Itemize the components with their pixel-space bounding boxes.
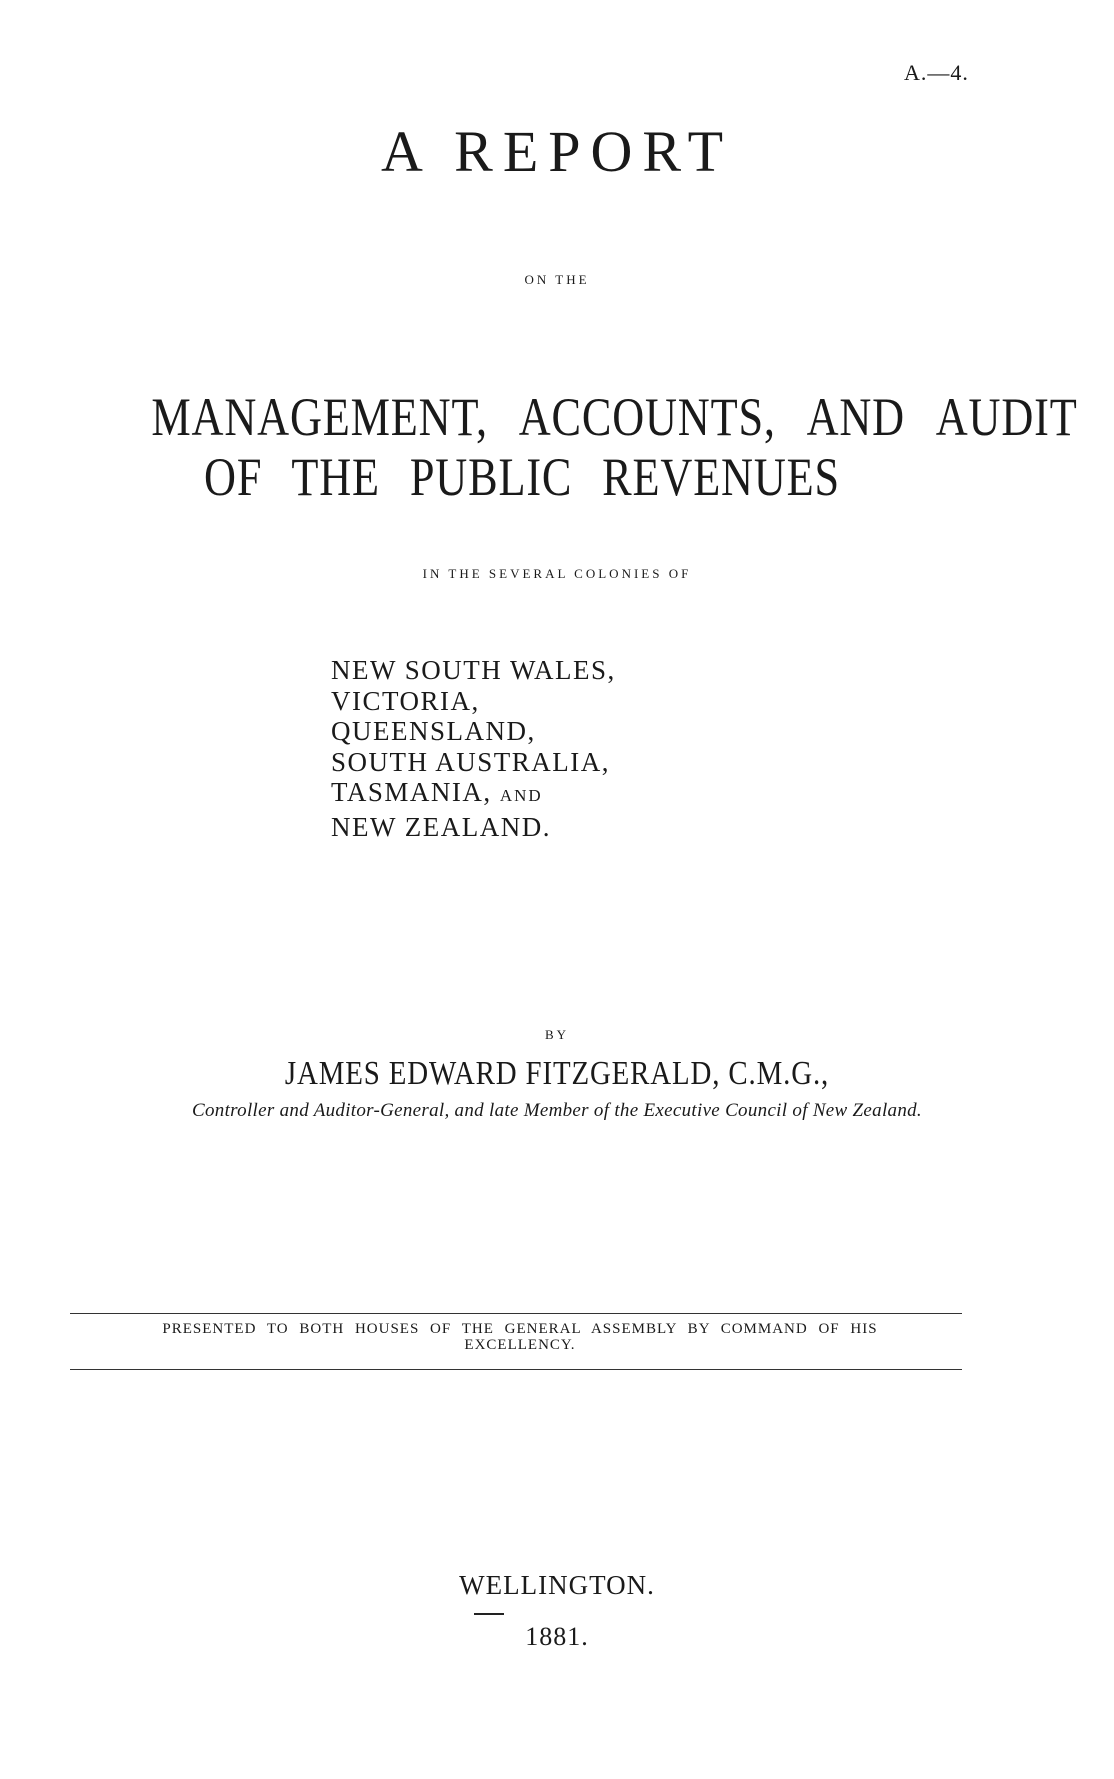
in-several-colonies-label: IN THE SEVERAL COLONIES OF	[422, 566, 692, 581]
colony-name: NEW ZEALAND.	[331, 811, 551, 842]
colonies-list	[331, 655, 616, 842]
colony-name: QUEENSLAND,	[331, 716, 536, 746]
colony-name: TASMANIA,	[331, 777, 492, 807]
report-title: A REPORT	[380, 119, 734, 184]
publication-place: WELLINGTON.	[459, 1570, 655, 1600]
presented-statement: PRESENTED TO BOTH HOUSES OF THE GENERAL ASSEMBLY BY COMMAND OF HIS EXCELLENCY.	[162, 1321, 878, 1353]
heading-line-1: MANAGEMENT, ACCOUNTS, AND AUDIT	[151, 387, 1078, 447]
colony-name: SOUTH AUSTRALIA,	[331, 746, 611, 777]
colony-item	[331, 716, 616, 747]
document-reference: A.—4.	[904, 60, 969, 85]
colony-item	[331, 686, 616, 717]
colony-name: NEW SOUTH WALES,	[331, 655, 616, 685]
by-label: BY	[544, 1027, 570, 1042]
colony-conjunction: AND	[499, 786, 543, 805]
colony-item	[331, 777, 616, 812]
top-rule	[70, 1313, 962, 1314]
colony-name: VICTORIA,	[331, 685, 480, 716]
year-divider	[474, 1613, 504, 1615]
publication-year: 1881.	[525, 1622, 589, 1651]
author-name: JAMES EDWARD FITZGERALD, C.M.G.,	[284, 1055, 830, 1092]
colony-item	[331, 812, 616, 843]
colony-item	[331, 747, 616, 778]
author-title: Controller and Auditor-General, and late Member of the Executive Council of New Zealand.	[192, 1100, 922, 1121]
heading-line-2: OF THE PUBLIC REVENUES	[204, 447, 840, 507]
colony-item	[331, 655, 616, 686]
on-the-label: ON THE	[524, 272, 590, 287]
bottom-rule	[70, 1369, 962, 1370]
